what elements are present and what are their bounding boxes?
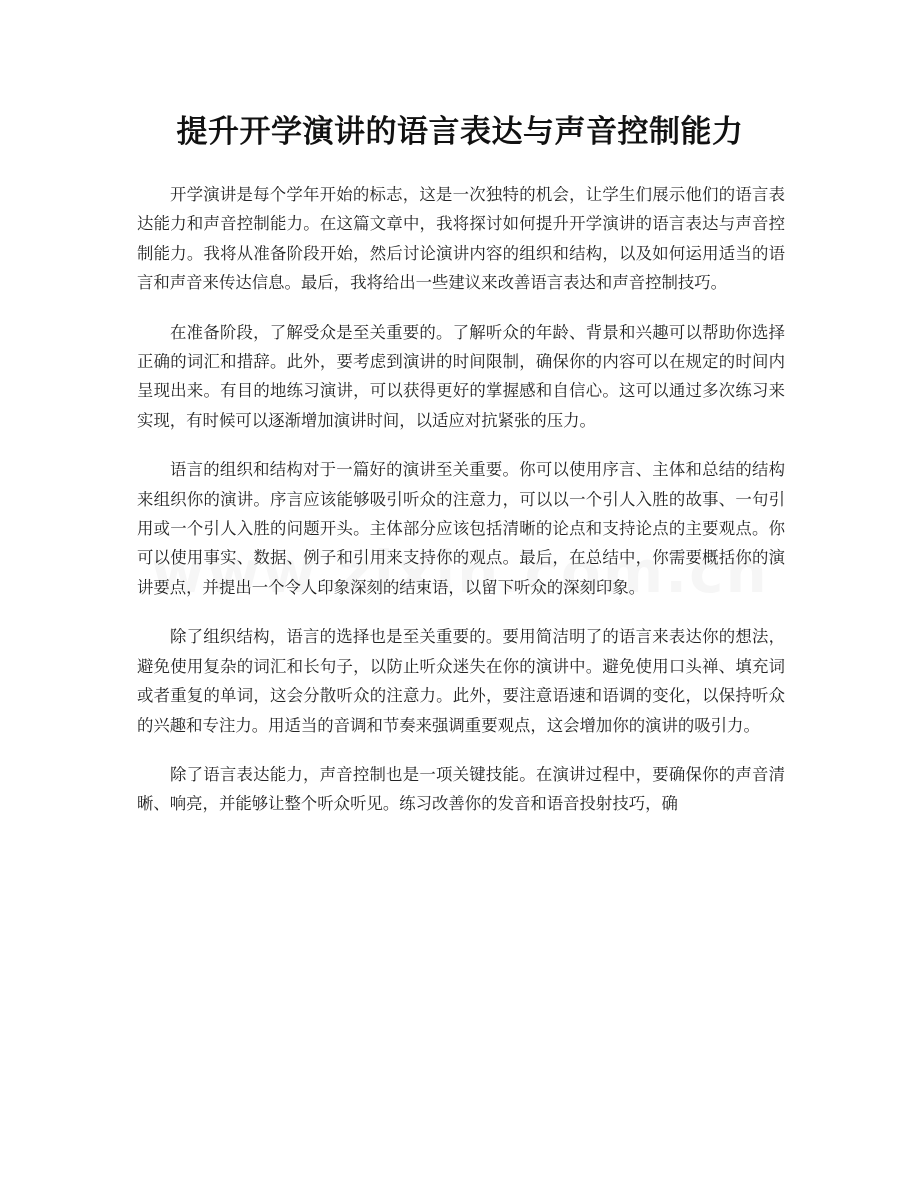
paragraph: 除了组织结构，语言的选择也是至关重要的。要用简洁明了的语言来表达你的想法，避免使用复杂的词汇和长句子，以防止听众迷失在你的演讲中。避免使用口头禅、填充词或者重复的单词，这会分散听众的注意力。此外，要注意语速和语调的变化，以保持听众的兴趣和专注力。用适当的音调和节奏来强调重要观点，这会增加你的演讲的吸引力。 [137,627,785,735]
paragraph: 在准备阶段，了解受众是至关重要的。了解听众的年龄、背景和兴趣可以帮助你选择正确的词汇和措辞。此外，要考虑到演讲的时间限制，确保你的内容可以在规定的时间内呈现出来。有目的地练习演讲，可以获得更好的掌握感和自信心。这可以通过多次练习来实现，有时候可以逐渐增加演讲时间，以适应对抗紧张的压力。 [137,322,785,430]
paragraph: 语言的组织和结构对于一篇好的演讲至关重要。你可以使用序言、主体和总结的结构来组织你的演讲。序言应该能够吸引听众的注意力，可以以一个引人入胜的故事、一句引用或一个引人入胜的问题开头。主体部分应该包括清晰的论点和支持论点的主要观点。你可以使用事实、数据、例子和引用来支持你的观点。最后，在总结中，你需要概括你的演讲要点，并提出一个令人印象深刻的结束语，以留下听众的深刻印象。 [137,460,785,597]
paragraph: 除了语言表达能力，声音控制也是一项关键技能。在演讲过程中，要确保你的声音清晰、响亮，并能够让整个听众听见。练习改善你的发音和语音投射技巧，确 [137,764,785,814]
document-body [137,180,785,839]
document-title: 提升开学演讲的语言表达与声音控制能力 [176,114,744,150]
paragraph: 开学演讲是每个学年开始的标志，这是一次独特的机会，让学生们展示他们的语言表达能力和声音控制能力。在这篇文章中，我将探讨如何提升开学演讲的语言表达与声音控制能力。我将从准备阶段开始，然后讨论演讲内容的组织和结构，以及如何运用适当的语言和声音来传达信息。最后，我将给出一些建议来改善语言表达和声音控制技巧。 [137,185,785,293]
